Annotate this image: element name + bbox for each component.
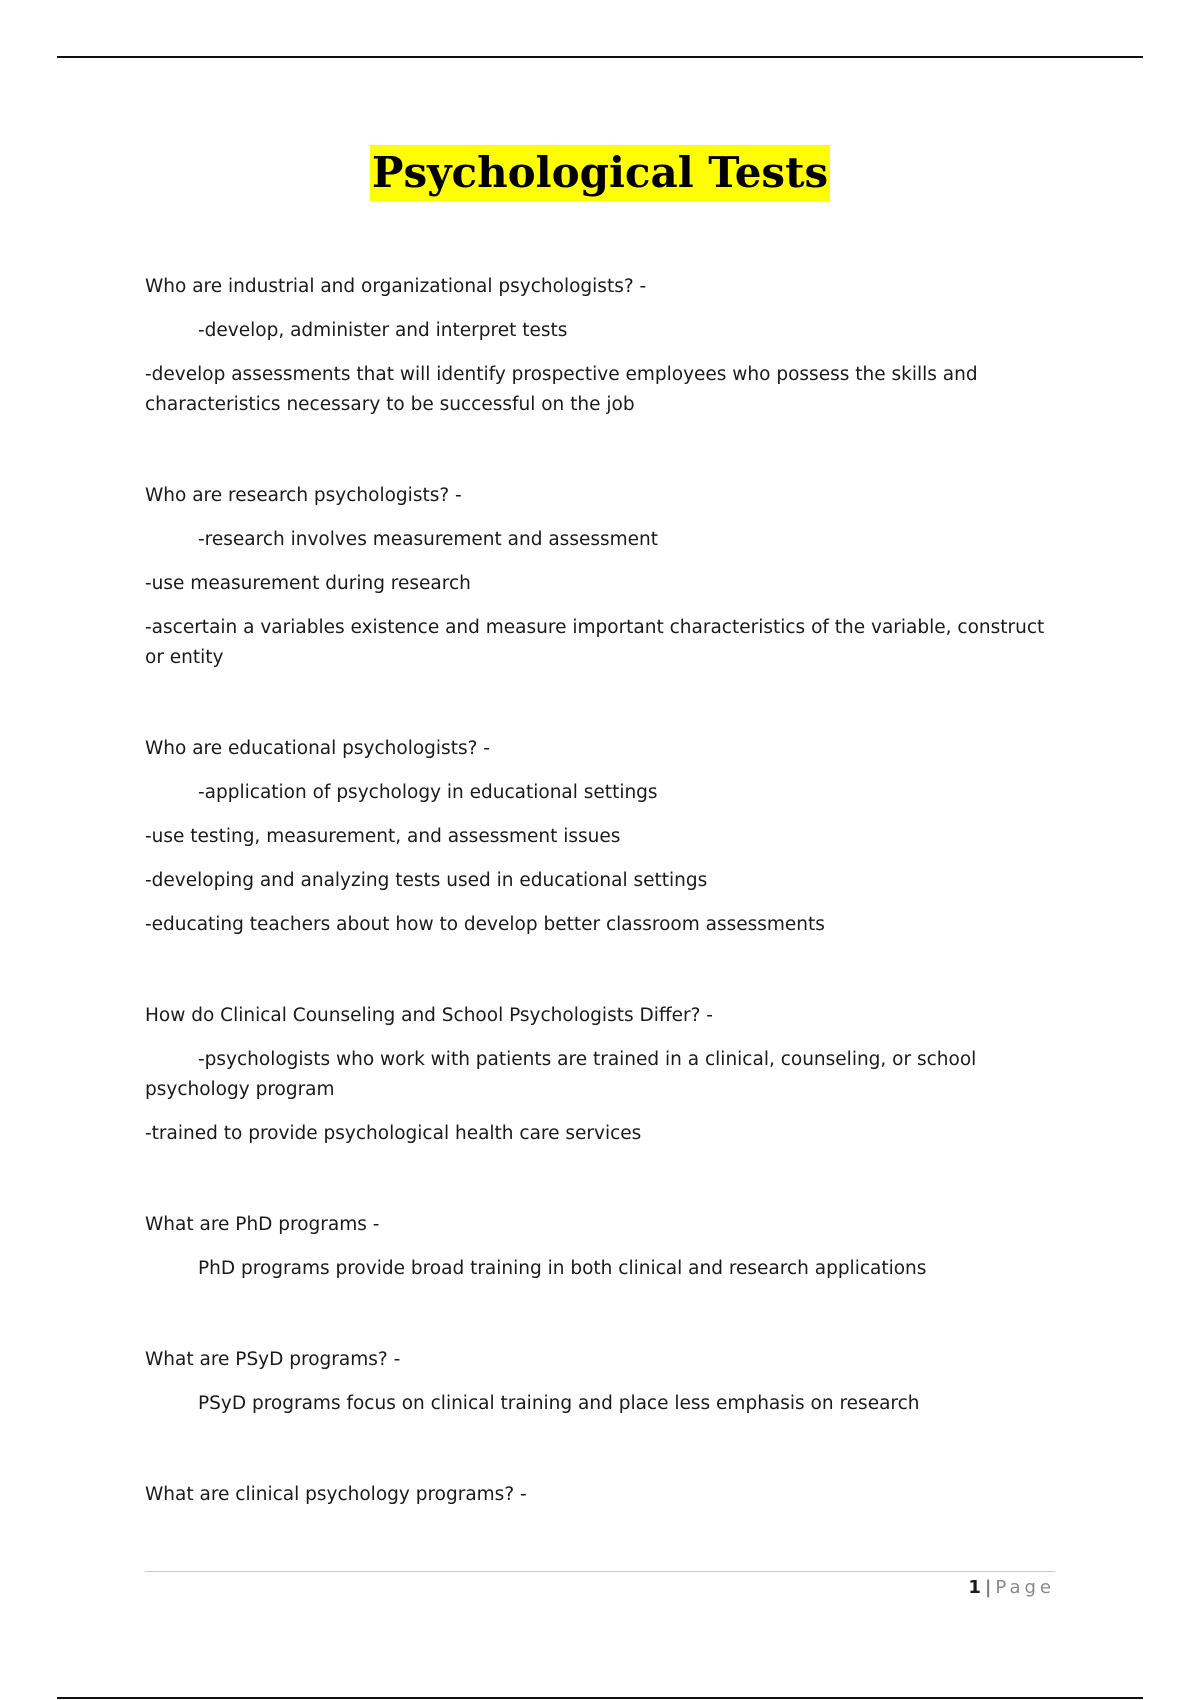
answer-line: -educating teachers about how to develop better classroom assessments	[145, 914, 825, 935]
qa-section	[145, 734, 1055, 940]
answer-line: -develop assessments that will identify prospective employees who possess the skills and characteristics necessary to be successful on the job	[145, 364, 978, 415]
answer-line: -developing and analyzing tests used in educational settings	[145, 870, 708, 891]
question-text: Who are industrial and organizational psychologists? -	[145, 276, 647, 297]
answer-line: -psychologists who work with patients are trained in a clinical, counseling, or school psychology program	[145, 1049, 977, 1100]
title-container	[0, 145, 1200, 201]
qa-section	[145, 481, 1055, 673]
qa-section	[145, 1001, 1055, 1149]
page-number: 1	[968, 1577, 981, 1598]
page-title: Psychological Tests	[370, 145, 830, 201]
qa-section	[145, 1480, 1055, 1510]
footer-separator: |	[984, 1577, 992, 1598]
answer-line: -application of psychology in educational settings	[198, 782, 658, 803]
answer-line: -use measurement during research	[145, 573, 471, 594]
question-text: Who are research psychologists? -	[145, 485, 462, 506]
question-text: Who are educational psychologists? -	[145, 738, 490, 759]
answer-line: PSyD programs focus on clinical training and place less emphasis on research	[198, 1393, 920, 1414]
qa-section	[145, 1210, 1055, 1284]
question-text: What are PSyD programs? -	[145, 1349, 401, 1370]
answer-line: -use testing, measurement, and assessment issues	[145, 826, 621, 847]
page-label: Page	[995, 1577, 1055, 1598]
qa-section	[145, 1345, 1055, 1419]
page-footer	[968, 1576, 1055, 1600]
answer-line: -develop, administer and interpret tests	[198, 320, 568, 341]
top-rule	[57, 56, 1143, 58]
bottom-rule	[57, 1697, 1143, 1699]
document-body	[145, 272, 1055, 1524]
footer-rule	[145, 1571, 1055, 1572]
answer-line: -trained to provide psychological health care services	[145, 1123, 642, 1144]
question-text: What are clinical psychology programs? -	[145, 1484, 527, 1505]
question-text: What are PhD programs -	[145, 1214, 380, 1235]
answer-line: PhD programs provide broad training in both clinical and research applications	[198, 1258, 927, 1279]
qa-section	[145, 272, 1055, 420]
answer-line: -research involves measurement and assessment	[198, 529, 658, 550]
question-text: How do Clinical Counseling and School Psychologists Differ? -	[145, 1005, 713, 1026]
answer-line: -ascertain a variables existence and measure important characteristics of the variable, construct or entity	[145, 617, 1045, 668]
